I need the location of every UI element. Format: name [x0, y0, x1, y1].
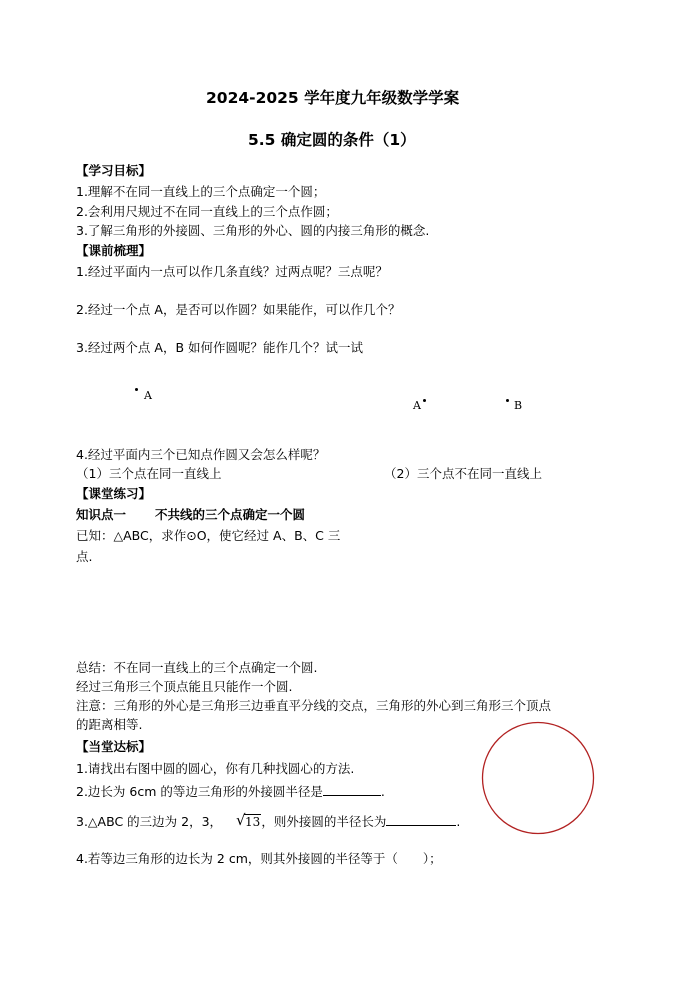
objective-item: 3.了解三角形的外接圆、三角形的外心、圆的内接三角形的概念.	[76, 223, 430, 238]
point-a-single	[135, 388, 138, 391]
question-3-text: 3.△ABC 的三边为 2，3，	[76, 814, 223, 829]
objective-item: 2.会利用尺规过不在同一直线上的三个点作圆；	[76, 204, 338, 219]
question-2-end: .	[380, 784, 385, 799]
preview-question-3: 3.经过两个点 A，B 如何作圆呢？能作几个？试一试	[76, 340, 364, 355]
knowledge-point-label: 知识点一	[76, 507, 127, 522]
given-statement: 已知：△ABC，求作⊙O，使它经过 A、B、C 三	[76, 528, 341, 543]
worksheet-title: 2024-2025 学年度九年级数学学案	[206, 89, 460, 107]
objectives-heading: 【学习目标】	[76, 163, 152, 178]
sqrt-13: √ 13	[236, 811, 261, 829]
objective-item: 1.理解不在同一直线上的三个点确定一个圆；	[76, 184, 326, 199]
note-line-2: 的距离相等.	[76, 717, 143, 732]
knowledge-point-title: 不共线的三个点确定一个圆	[155, 507, 306, 522]
assessment-question-4: 4.若等边三角形的边长为 2 cm，则其外接圆的半径等于（ ）；	[76, 851, 442, 866]
answer-blank-3[interactable]	[386, 813, 456, 826]
point-b-label: B	[514, 399, 523, 412]
point-a-pair-label: A	[413, 399, 421, 412]
question-4-case-1: （1）三个点在同一直线上	[76, 466, 222, 481]
preview-question-1: 1.经过平面内一点可以作几条直线？过两点呢？三点呢？	[76, 264, 388, 279]
preview-question-2: 2.经过一个点 A，是否可以作圆？如果能作，可以作几个？	[76, 302, 401, 317]
point-a-pair	[423, 399, 426, 402]
point-b	[506, 399, 509, 402]
summary-line-2: 经过三角形三个顶点能且只能作一个圆.	[76, 679, 293, 694]
note-line-1: 注意：三角形的外心是三角形三边垂直平分线的交点，三角形的外心到三角形三个顶点	[76, 698, 552, 713]
assessment-question-3	[76, 813, 460, 830]
assessment-question-1: 1.请找出右图中圆的圆心，你有几种找圆心的方法.	[76, 761, 355, 776]
answer-blank-2[interactable]	[323, 783, 381, 796]
lesson-title: 5.5 确定圆的条件（1）	[248, 131, 416, 149]
assessment-heading: 【当堂达标】	[76, 739, 152, 754]
point-a-single-label: A	[144, 389, 152, 402]
circle	[483, 723, 594, 834]
circle-figure	[478, 720, 598, 838]
summary-line-1: 总结：不在同一直线上的三个点确定一个圆.	[76, 660, 318, 675]
preview-heading: 【课前梳理】	[76, 243, 152, 258]
given-statement-cont: 点.	[76, 549, 93, 564]
question-3-text-cont: ，则外接圆的半径长为	[261, 814, 387, 829]
question-3-end: .	[456, 814, 461, 829]
practice-heading: 【课堂练习】	[76, 486, 152, 501]
question-4-case-2: （2）三个点不在同一直线上	[384, 466, 542, 481]
question-2-text: 2.边长为 6cm 的等边三角形的外接圆半径是	[76, 784, 323, 799]
assessment-question-2	[76, 783, 385, 800]
preview-question-4: 4.经过平面内三个已知点作圆又会怎么样呢？	[76, 447, 326, 462]
